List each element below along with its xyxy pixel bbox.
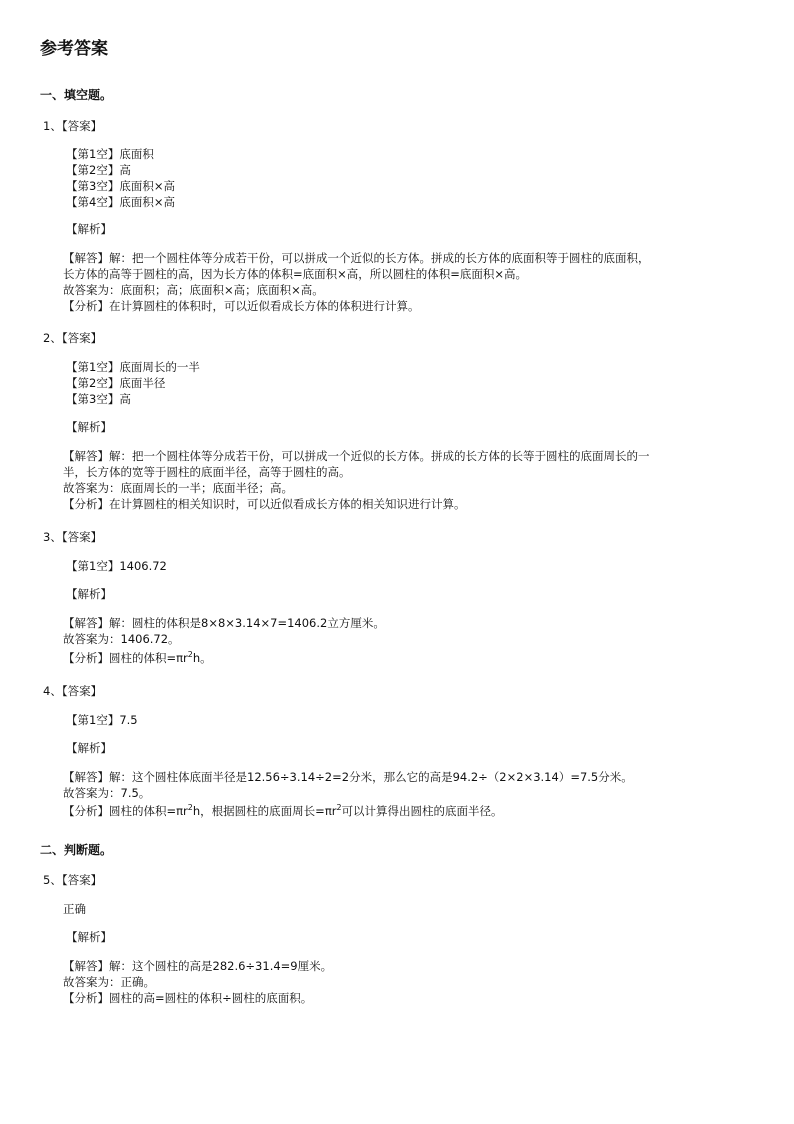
q3-solution-line-1: 【解答】解：圆柱的体积是8×8×3.14×7=1406.2立方厘米。 xyxy=(63,616,385,630)
q3-blank-1: 【第1空】1406.72 xyxy=(66,559,167,573)
q4-analysis-sup-1: 2 xyxy=(187,803,193,813)
page-title: 参考答案 xyxy=(40,39,108,59)
q3-analysis xyxy=(63,650,212,666)
q2-solution-line-2: 半，长方体的宽等于圆柱的底面半径，高等于圆柱的高。 xyxy=(63,465,351,479)
q4-blank-1: 【第1空】7.5 xyxy=(66,713,138,727)
q2-final-answer: 故答案为：底面周长的一半；底面半径；高。 xyxy=(63,481,293,495)
q5-solution-line-1: 【解答】解：这个圆柱的高是282.6÷31.4=9厘米。 xyxy=(63,959,333,973)
q2-analysis-header: 【解析】 xyxy=(66,420,112,434)
q3-analysis-post: h。 xyxy=(192,651,212,665)
q5-analysis: 【分析】圆柱的高=圆柱的体积÷圆柱的底面积。 xyxy=(63,991,313,1005)
q4-analysis-post: 可以计算得出圆柱的底面半径。 xyxy=(341,804,503,818)
q2-blank-1: 【第1空】底面周长的一半 xyxy=(66,360,200,374)
q5-answer: 正确 xyxy=(63,902,86,916)
q4-analysis-sup-2: 2 xyxy=(336,803,342,813)
question-3-answer-header: 3、【答案】 xyxy=(43,530,103,544)
q4-solution-line-1: 【解答】解：这个圆柱体底面半径是12.56÷3.14÷2=2分米，那么它的高是94.2÷（2×2×3.14）=7.5分米。 xyxy=(63,770,633,784)
q1-blank-4: 【第4空】底面积×高 xyxy=(66,195,175,209)
q4-analysis-pre: 【分析】圆柱的体积=πr xyxy=(63,804,188,818)
q4-final-answer: 故答案为：7.5。 xyxy=(63,786,151,800)
q1-analysis: 【分析】在计算圆柱的体积时，可以近似看成长方体的体积进行计算。 xyxy=(63,299,420,313)
q5-final-answer: 故答案为：正确。 xyxy=(63,975,155,989)
q4-analysis xyxy=(63,803,503,819)
q4-analysis-header: 【解析】 xyxy=(66,741,112,755)
q2-solution-line-1: 【解答】解：把一个圆柱体等分成若干份，可以拼成一个近似的长方体。拼成的长方体的长等于圆柱的底面周长的一 xyxy=(63,449,650,463)
question-1-answer-header: 1、【答案】 xyxy=(43,119,103,133)
q2-blank-3: 【第3空】高 xyxy=(66,392,131,406)
q2-blank-2: 【第2空】底面半径 xyxy=(66,376,166,390)
q1-final-answer: 故答案为：底面积；高；底面积×高；底面积×高。 xyxy=(63,283,324,297)
q3-analysis-pre: 【分析】圆柱的体积=πr xyxy=(63,651,188,665)
q1-blank-2: 【第2空】高 xyxy=(66,163,131,177)
q4-analysis-mid: h，根据圆柱的底面周长=πr xyxy=(192,804,337,818)
section-fill-blank: 一、填空题。 xyxy=(40,88,113,102)
q1-blank-3: 【第3空】底面积×高 xyxy=(66,179,175,193)
section-true-false: 二、判断题。 xyxy=(40,843,113,857)
q1-solution-line-1: 【解答】解：把一个圆柱体等分成若干份，可以拼成一个近似的长方体。拼成的长方体的底面积等于圆柱的底面积， xyxy=(63,251,650,265)
question-2-answer-header: 2、【答案】 xyxy=(43,331,103,345)
q1-analysis-header: 【解析】 xyxy=(66,222,112,236)
question-4-answer-header: 4、【答案】 xyxy=(43,684,103,698)
q5-analysis-header: 【解析】 xyxy=(66,930,112,944)
q3-final-answer: 故答案为：1406.72。 xyxy=(63,632,180,646)
question-5-answer-header: 5、【答案】 xyxy=(43,873,103,887)
q3-analysis-header: 【解析】 xyxy=(66,587,112,601)
q1-solution-line-2: 长方体的高等于圆柱的高，因为长方体的体积=底面积×高，所以圆柱的体积=底面积×高。 xyxy=(63,267,528,281)
q2-analysis: 【分析】在计算圆柱的相关知识时，可以近似看成长方体的相关知识进行计算。 xyxy=(63,497,466,511)
q1-blank-1: 【第1空】底面积 xyxy=(66,147,154,161)
q3-analysis-sup: 2 xyxy=(187,650,193,660)
